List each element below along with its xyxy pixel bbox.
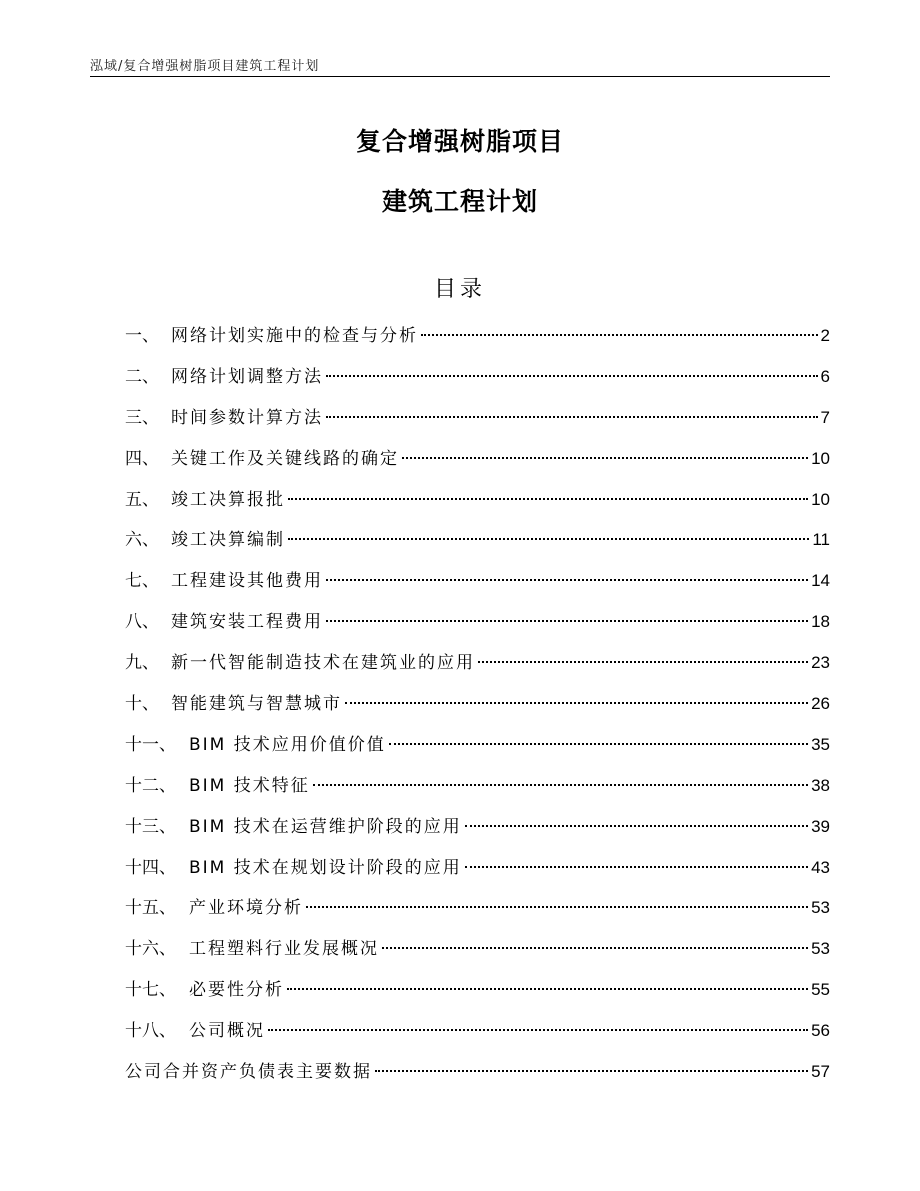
toc-entry-number: 九、 (125, 653, 159, 674)
toc-entry-page: 57 (811, 1062, 830, 1082)
toc-entry-page: 43 (811, 857, 830, 877)
toc-entry-label: 公司合并资产负债表主要数据 (125, 1062, 372, 1083)
toc-dot-leader (288, 498, 808, 500)
toc-entry[interactable] (125, 1017, 830, 1058)
toc-entry-number: 十一、 (125, 734, 176, 755)
toc-entry-number: 十六、 (125, 939, 176, 960)
toc-entry-label: 网络计划调整方法 (171, 366, 323, 387)
toc-entry-number: 十、 (125, 694, 159, 715)
toc-entry-number: 一、 (125, 326, 159, 346)
toc-entry-label: 关键工作及关键线路的确定 (171, 448, 399, 469)
toc-entry-page: 56 (811, 1021, 830, 1041)
document-title-line1: 复合增强树脂项目 (355, 127, 564, 156)
toc-entry[interactable] (125, 854, 830, 895)
toc-entry[interactable] (125, 608, 830, 649)
toc-entry-label: 竣工决算编制 (171, 530, 285, 551)
toc-entry[interactable] (125, 649, 830, 690)
toc-entry[interactable] (125, 731, 830, 772)
toc-entry-page: 7 (820, 407, 830, 427)
toc-dot-leader (402, 457, 808, 459)
toc-dot-leader (326, 579, 808, 581)
toc-entry[interactable] (125, 690, 830, 731)
toc-entry[interactable] (125, 894, 830, 935)
toc-entry-number: 十七、 (125, 980, 176, 1001)
toc-dot-leader (287, 988, 808, 990)
toc-dot-leader (326, 375, 818, 377)
running-header: 泓域/复合增强树脂项目建筑工程计划 (90, 59, 320, 74)
toc-entry-page: 2 (820, 326, 830, 345)
toc-entry-number: 十八、 (125, 1021, 176, 1042)
toc-entry[interactable] (125, 1058, 830, 1099)
toc-entry[interactable] (125, 567, 830, 608)
toc-entry-number: 十五、 (125, 898, 176, 919)
toc-entry-page: 35 (811, 734, 830, 754)
toc-entry-label: 工程建设其他费用 (171, 571, 323, 592)
toc-entry-number: 五、 (125, 489, 159, 510)
toc-entry-label: 产业环境分析 (189, 898, 303, 919)
toc-entry-page: 14 (811, 571, 830, 591)
toc-entry-label: 公司概况 (189, 1021, 265, 1042)
toc-entry-page: 23 (811, 653, 830, 673)
toc-dot-leader (326, 620, 808, 622)
toc-entry[interactable] (125, 772, 830, 813)
toc-entry-page: 53 (811, 939, 830, 959)
toc-entry-page: 26 (811, 694, 830, 714)
toc-entry-number: 十二、 (125, 775, 176, 796)
toc-dot-leader (375, 1070, 808, 1072)
toc-entry-page: 6 (820, 366, 830, 386)
toc-dot-leader (382, 947, 808, 949)
toc-entry[interactable] (125, 445, 830, 486)
toc-entry-number: 二、 (125, 366, 159, 387)
toc-entry-number: 六、 (125, 530, 159, 551)
toc-entry-number: 三、 (125, 407, 159, 428)
toc-dot-leader (478, 661, 808, 663)
toc-entry-number: 十四、 (125, 857, 176, 878)
toc-entry-label: 时间参数计算方法 (171, 407, 323, 428)
toc-dot-leader (268, 1029, 808, 1031)
toc-entry-page: 39 (811, 816, 830, 836)
toc-dot-leader (465, 866, 808, 868)
toc-heading: 目录 (433, 277, 486, 302)
toc-dot-leader (326, 416, 818, 418)
toc-entry-number: 八、 (125, 612, 159, 633)
toc-dot-leader (313, 784, 808, 786)
toc-entry-label: BIM 技术在运营维护阶段的应用 (189, 816, 462, 837)
toc-entry-number: 四、 (125, 448, 159, 469)
toc-entry-label: 新一代智能制造技术在建筑业的应用 (171, 653, 475, 674)
table-of-contents (125, 322, 830, 1099)
toc-entry[interactable] (125, 813, 830, 854)
toc-entry-number: 十三、 (125, 816, 176, 837)
toc-entry-page: 11 (812, 530, 830, 550)
toc-entry-page: 10 (811, 448, 830, 468)
toc-entry[interactable] (125, 363, 830, 404)
toc-entry-page: 18 (811, 612, 830, 632)
toc-entry-page: 38 (811, 775, 830, 795)
toc-entry[interactable] (125, 404, 830, 445)
toc-entry[interactable] (125, 935, 830, 976)
toc-entry-page: 55 (811, 980, 830, 1000)
toc-entry[interactable] (125, 526, 830, 567)
toc-dot-leader (306, 906, 808, 908)
toc-dot-leader (345, 702, 808, 704)
header-divider (90, 76, 830, 77)
toc-entry-label: 网络计划实施中的检查与分析 (171, 326, 418, 346)
toc-dot-leader (389, 743, 808, 745)
toc-entry-label: BIM 技术应用价值价值 (189, 734, 386, 755)
toc-entry-label: 建筑安装工程费用 (171, 612, 323, 633)
toc-dot-leader (421, 334, 818, 336)
toc-entry-label: 竣工决算报批 (171, 489, 285, 510)
toc-entry-label: BIM 技术在规划设计阶段的应用 (189, 857, 462, 878)
toc-entry[interactable] (125, 976, 830, 1017)
toc-entry-label: 工程塑料行业发展概况 (189, 939, 379, 960)
toc-entry-page: 53 (811, 898, 830, 918)
toc-entry[interactable] (125, 322, 830, 363)
document-title-line2: 建筑工程计划 (381, 187, 538, 216)
toc-entry-label: BIM 技术特征 (189, 775, 310, 796)
toc-entry[interactable] (125, 486, 830, 527)
toc-entry-number: 七、 (125, 571, 159, 592)
toc-entry-label: 必要性分析 (189, 980, 284, 1001)
toc-entry-page: 10 (811, 489, 830, 509)
toc-dot-leader (288, 538, 809, 540)
toc-dot-leader (465, 825, 808, 827)
toc-entry-label: 智能建筑与智慧城市 (171, 694, 342, 715)
